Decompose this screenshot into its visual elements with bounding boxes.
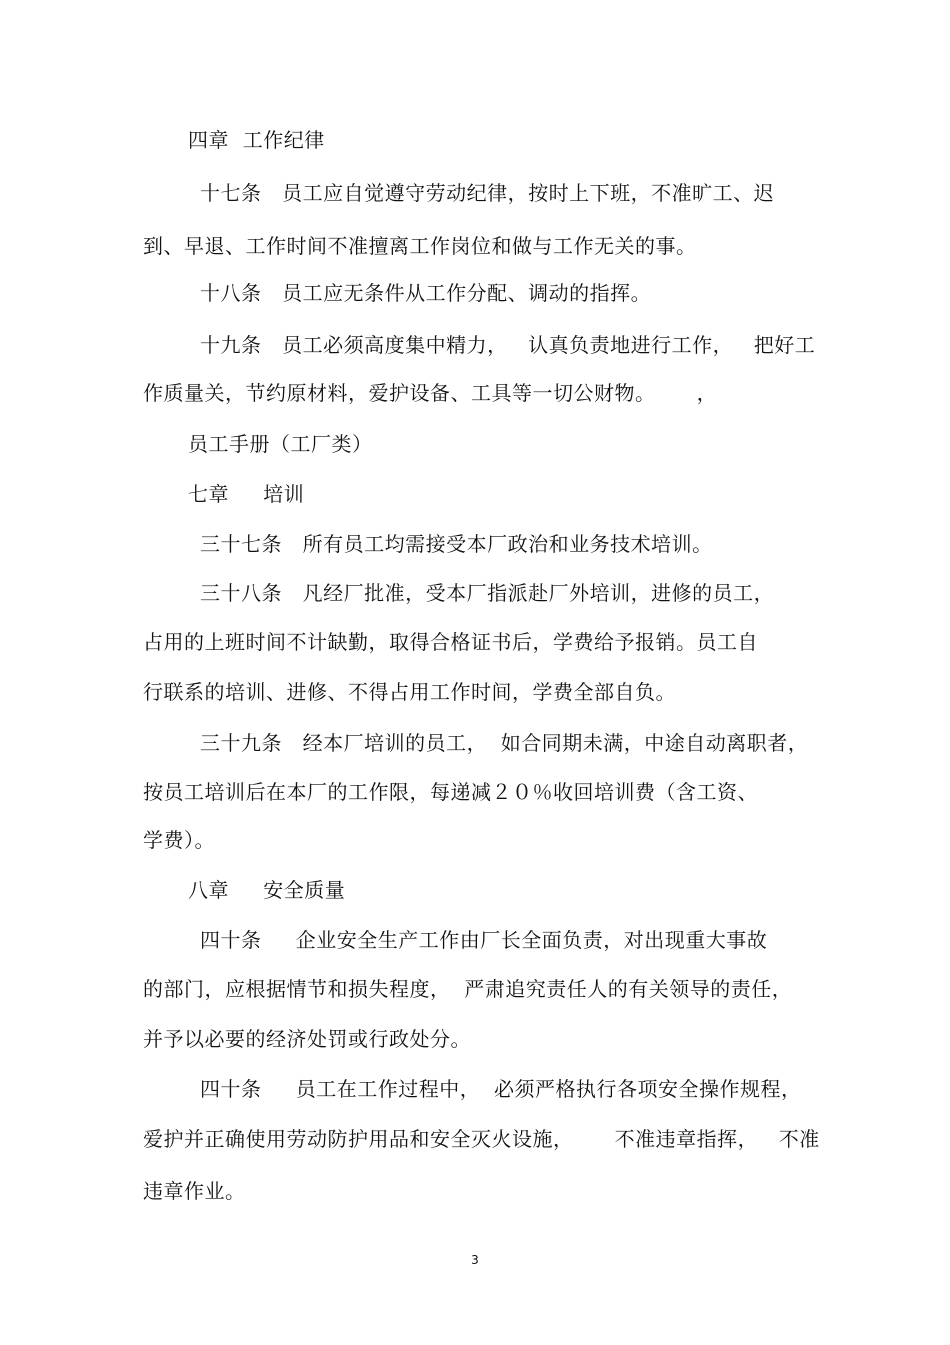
article-40b-line-3: 违章作业。 xyxy=(143,1179,246,1203)
article-39-line-2: 按员工培训后在本厂的工作限，每递减２０％收回培训费（含工资、 xyxy=(143,780,758,804)
handbook-title: 员工手册（工厂类） xyxy=(188,432,373,456)
article-37-line-1: 三十七条 所有员工均需接受本厂政治和业务技术培训。 xyxy=(200,532,713,556)
article-17-line-1: 十七条 员工应自觉遵守劳动纪律，按时上下班，不准旷工、迟 xyxy=(200,181,775,205)
article-38-line-1: 三十八条 凡经厂批准，受本厂指派赴厂外培训，进修的员工， xyxy=(200,581,775,605)
chapter-4-heading: 四章 工作纪律 xyxy=(188,128,325,152)
article-40a-line-1: 四十条 企业安全生产工作由厂长全面负责，对出现重大事故 xyxy=(200,928,768,952)
article-39-line-3: 学费）。 xyxy=(143,828,215,852)
article-17-line-2: 到、早退、工作时间不准擅离工作岗位和做与工作无关的事。 xyxy=(143,234,697,258)
article-19-line-2: 作质量关，节约原材料，爱护设备、工具等一切公财物。 ， xyxy=(143,381,718,405)
article-40a-line-3: 并予以必要的经济处罚或行政处分。 xyxy=(143,1027,471,1051)
article-38-line-3: 行联系的培训、进修、不得占用工作时间，学费全部自负。 xyxy=(143,680,676,704)
article-18-line-1: 十八条 员工应无条件从工作分配、调动的指挥。 xyxy=(200,281,652,305)
article-39-line-1: 三十九条 经本厂培训的员工， 如合同期未满，中途自动离职者， xyxy=(200,731,809,755)
article-19-line-1: 十九条 员工必须高度集中精力， 认真负责地进行工作， 把好工 xyxy=(200,333,816,357)
article-38-line-2: 占用的上班时间不计缺勤，取得合格证书后，学费给予报销。员工自 xyxy=(143,630,758,654)
chapter-8-heading: 八章 安全质量 xyxy=(188,878,346,902)
article-40b-line-2: 爱护并正确使用劳动防护用品和安全灭火设施， 不准违章指挥， 不准 xyxy=(143,1127,820,1151)
chapter-7-heading: 七章 培训 xyxy=(188,482,305,506)
page-number: 3 xyxy=(471,1253,479,1267)
article-40b-line-1: 四十条 员工在工作过程中， 必须严格执行各项安全操作规程， xyxy=(200,1077,802,1101)
article-40a-line-2: 的部门，应根据情节和损失程度， 严肃追究责任人的有关领导的责任， xyxy=(143,977,793,1001)
